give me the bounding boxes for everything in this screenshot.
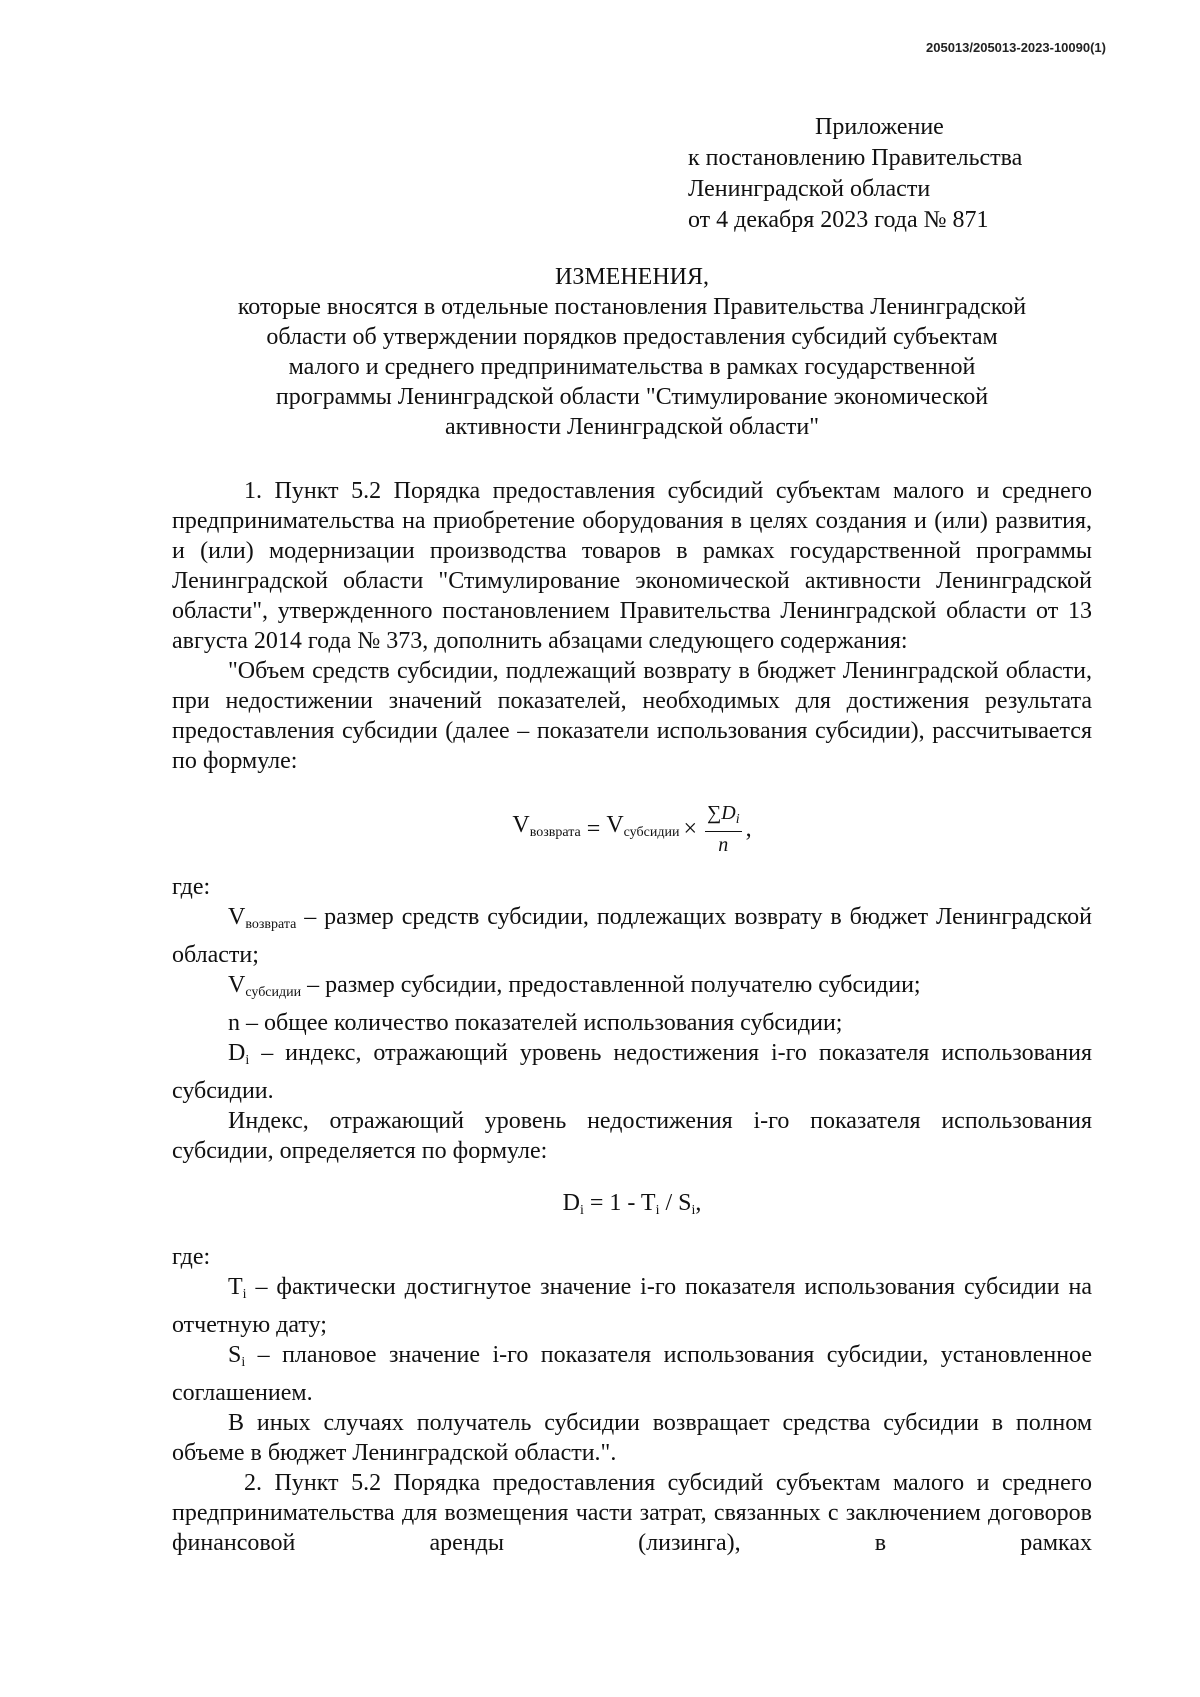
- formula-tail: ,: [745, 816, 752, 842]
- paragraph-4: В иных случаях получатель субсидии возвращает средства субсидии в полном объеме в бюджет Ленинградской области.".: [172, 1410, 1092, 1466]
- formula-equals: =: [586, 816, 601, 842]
- paragraph-1: 1. Пункт 5.2 Порядка предоставления субсидий субъектам малого и среднего предпринимательства на приобретение оборудования в целях создания и (или) развития, и (или) модернизации производства товаров в рамках государственной программы Ленинградской области "Стимулирование экономической активности Ленинградской области", утвержденного постановлением Правительства Ленинградской области от 13 августа 2014 года № 373, дополнить абзацами следующего содержания:: [172, 478, 1092, 654]
- formula-index: $D_i = 1 - T_i / S_i$,: [562, 1190, 702, 1218]
- title-heading: ИЗМЕНЕНИЯ,: [554, 264, 710, 290]
- document-id: 205013/205013-2023-10090(1): [926, 40, 1106, 55]
- formula-fraction: $\frac{\sum D_i}{n}$: [706, 802, 740, 856]
- definition-t: $T_i$ – фактически достигнутое значение i-го показателя использования субсидии на отчетную дату;: [172, 1274, 1092, 1338]
- appendix-line-3: Ленинградской области: [688, 176, 931, 202]
- formula-v-subsidy: $V_{субсидии}$: [606, 812, 680, 840]
- where-label-1: где:: [172, 874, 211, 900]
- title-line-2: области об утверждении порядков предоставления субсидий субъектам: [266, 324, 998, 350]
- appendix-line-4: от 4 декабря 2023 года № 871: [688, 207, 989, 233]
- formula-v-return: $V_{возврата}$: [512, 812, 581, 840]
- paragraph-2: "Объем средств субсидии, подлежащий возврату в бюджет Ленинградской области, при недостижении значений показателей, необходимых для достижения результата предоставления субсидии (далее – показатели использования субсидии), рассчитывается по формуле:: [172, 658, 1092, 774]
- document-title: [172, 262, 1092, 442]
- appendix-line-2: к постановлению Правительства: [688, 145, 1023, 171]
- where-label-2: где:: [172, 1244, 211, 1270]
- formula-times: ×: [683, 816, 697, 842]
- paragraph-5: 2. Пункт 5.2 Порядка предоставления субсидий субъектам малого и среднего предпринимательства для возмещения части затрат, связанных с заключением договоров финансовой аренды (лизинга), в рамках: [172, 1470, 1092, 1556]
- appendix-line-1: Приложение: [815, 114, 944, 140]
- title-line-5: активности Ленинградской области": [444, 414, 820, 440]
- definition-v-subsidy: $V_{субсидии}$ – размер субсидии, предоставленной получателю субсидии;: [228, 972, 921, 1000]
- title-line-1: которые вносятся в отдельные постановления Правительства Ленинградской: [237, 294, 1027, 320]
- definition-v-return: $V_{возврата}$ – размер средств субсидии, подлежащих возврату в бюджет Ленинградской области;: [172, 904, 1092, 968]
- appendix-header: [688, 112, 1022, 236]
- formula-return: [172, 800, 1092, 858]
- title-line-4: программы Ленинградской области "Стимулирование экономической: [275, 384, 989, 410]
- definition-n: n – общее количество показателей использования субсидии;: [228, 1010, 843, 1036]
- paragraph-3: Индекс, отражающий уровень недостижения i-го показателя использования субсидии, определяется по формуле:: [172, 1108, 1092, 1164]
- definition-d: $D_i$ – индекс, отражающий уровень недостижения i-го показателя использования субсидии.: [172, 1040, 1092, 1104]
- definition-s: $S_i$ – плановое значение i-го показателя использования субсидии, установленное соглашением.: [172, 1342, 1092, 1406]
- document-body: [172, 476, 1092, 1558]
- title-line-3: малого и среднего предпринимательства в рамках государственной: [288, 354, 976, 380]
